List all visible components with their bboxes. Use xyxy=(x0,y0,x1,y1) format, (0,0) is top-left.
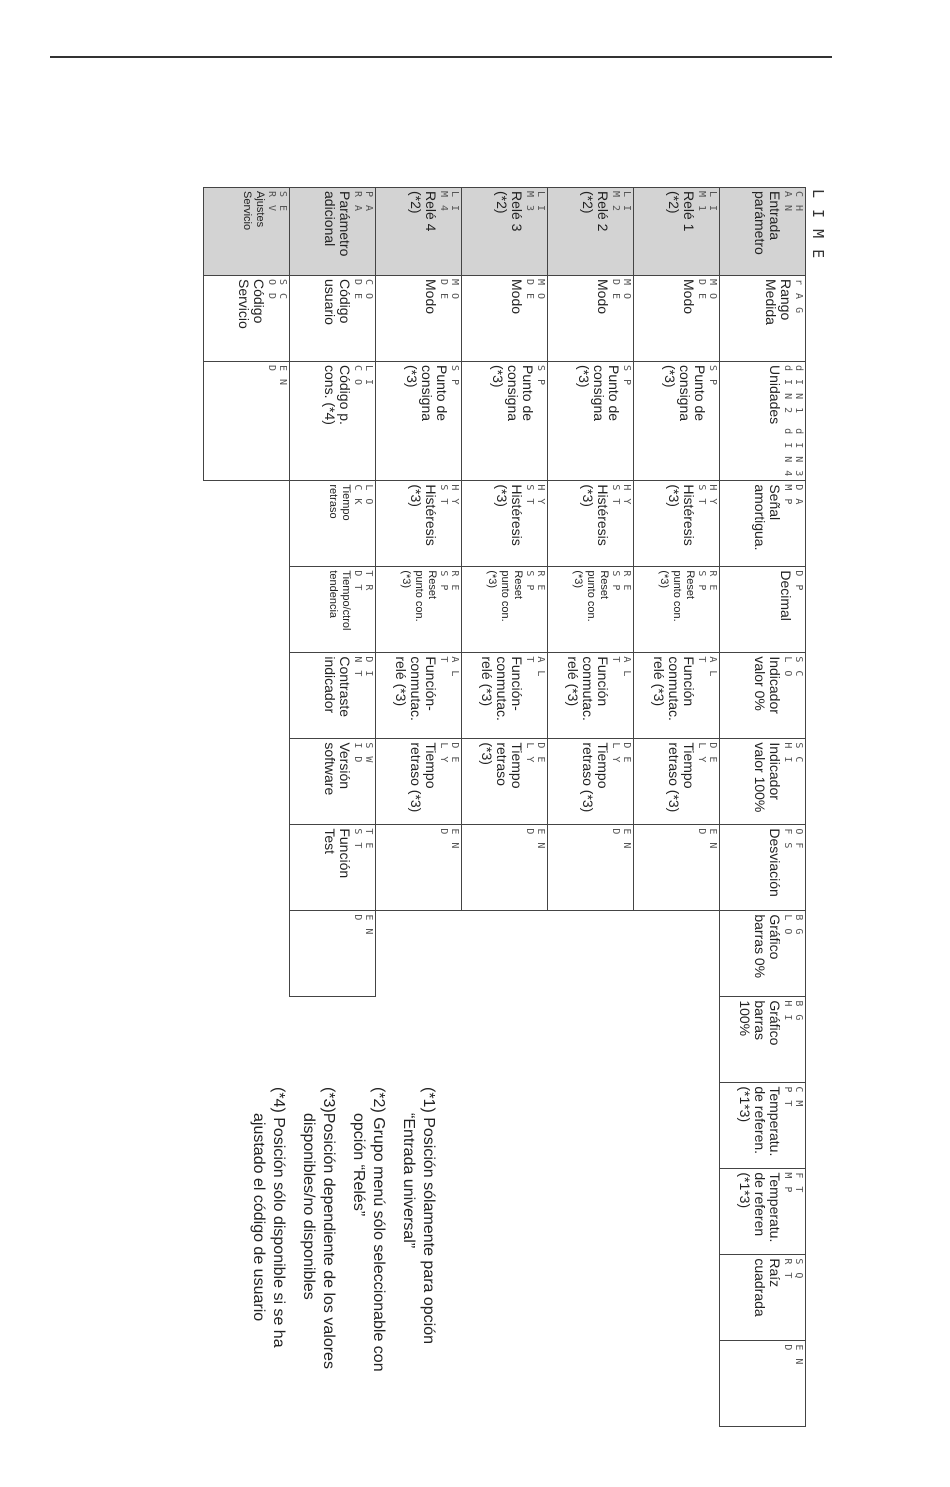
blank-cell xyxy=(548,1083,634,1169)
group-title: L I M E xyxy=(809,189,827,260)
segment-code: H Y S T xyxy=(438,484,460,506)
menu-item xyxy=(462,276,548,362)
segment-code: R E S P xyxy=(696,570,718,592)
blank-cell xyxy=(204,997,290,1083)
footnote: (*2) Grupo menú sólo seleccionable con opción “Relés” xyxy=(350,1087,387,1372)
blank-cell xyxy=(204,567,290,653)
menu-row xyxy=(720,188,806,1427)
blank-cell xyxy=(634,1083,720,1169)
menu-item xyxy=(720,362,806,481)
menu-item xyxy=(720,567,806,653)
segment-code: D E L Y xyxy=(610,742,632,764)
item-label: Código Servicio xyxy=(236,279,267,329)
blank-cell xyxy=(376,997,462,1083)
segment-code: M O D E xyxy=(524,279,546,301)
segment-code: L I M 1 xyxy=(696,191,718,213)
item-label: Versión software xyxy=(322,742,353,796)
segment-code: E N D xyxy=(524,828,546,850)
segment-code: D I N T xyxy=(352,656,374,678)
footnote: (*1) Posición sólamente para opción “Entrada universal” xyxy=(400,1087,437,1345)
blank-cell xyxy=(290,997,376,1083)
menu-item xyxy=(376,653,462,739)
segment-code: R E S P xyxy=(610,570,632,592)
segment-code: S P xyxy=(707,365,718,387)
item-label: Tiempo retraso xyxy=(327,484,352,521)
item-label: Entrada parámetro xyxy=(752,191,783,255)
menu-group-header xyxy=(204,188,290,276)
item-label: Tiempo retraso (*3) xyxy=(479,742,525,789)
menu-item xyxy=(462,567,548,653)
item-label: Función- conmutac. relé (*3) xyxy=(479,656,525,721)
segment-code: D E L Y xyxy=(524,742,546,764)
blank-cell xyxy=(462,1341,548,1427)
menu-item xyxy=(548,567,634,653)
item-label: Temperatu. de referen. (*1*3) xyxy=(737,1086,783,1157)
segment-code: E N D xyxy=(438,828,460,850)
blank-cell xyxy=(462,911,548,997)
item-label: Histéresis (*3) xyxy=(494,484,525,546)
blank-cell xyxy=(204,825,290,911)
menu-item xyxy=(290,276,376,362)
menu-item xyxy=(376,276,462,362)
menu-item xyxy=(548,362,634,481)
segment-code: R E S P xyxy=(438,570,460,592)
segment-code: M O D E xyxy=(610,279,632,301)
segment-code: S P xyxy=(535,365,546,387)
menu-item xyxy=(376,825,462,911)
segment-code: S C H I xyxy=(782,742,804,764)
blank-cell xyxy=(634,1255,720,1341)
item-label: Señal amortigua. xyxy=(752,484,783,551)
item-label: Histéresis (*3) xyxy=(408,484,439,546)
segment-code: M O D E xyxy=(696,279,718,301)
item-label: Relé 4 (*2) xyxy=(408,191,439,232)
menu-item xyxy=(462,739,548,825)
menu-item xyxy=(462,481,548,567)
item-label: Temperatu. de referen (*1*3) xyxy=(737,1172,783,1243)
blank-cell xyxy=(634,997,720,1083)
blank-cell xyxy=(204,911,290,997)
menu-item xyxy=(720,1083,806,1169)
blank-cell xyxy=(204,653,290,739)
menu-item xyxy=(548,276,634,362)
blank-cell xyxy=(462,1083,548,1169)
segment-code: S P xyxy=(449,365,460,387)
menu-item xyxy=(720,276,806,362)
segment-code: R E S P xyxy=(524,570,546,592)
segment-code: D E L Y xyxy=(438,742,460,764)
item-label: Contraste indicador xyxy=(322,656,353,718)
item-label: Rango Medida xyxy=(763,279,794,325)
item-label: Indicador valor 0% xyxy=(752,656,783,714)
segment-code: d I N 1 d I N 3 d I N 2 d I N 4 xyxy=(782,365,804,478)
blank-cell xyxy=(462,1255,548,1341)
menu-row xyxy=(548,188,634,1427)
item-label: Punto de consigna (*3) xyxy=(404,365,450,422)
segment-code: S E R V xyxy=(266,191,288,213)
segment-code: M O D E xyxy=(438,279,460,301)
menu-item xyxy=(548,739,634,825)
item-label: Código usuario xyxy=(322,279,353,325)
item-label: Reset punto con. (*3) xyxy=(486,570,524,622)
segment-code: T E S T xyxy=(352,828,374,850)
segment-code: P A R A xyxy=(352,191,374,213)
segment-code: H Y S T xyxy=(524,484,546,506)
menu-item xyxy=(634,362,720,481)
segment-code: F T M P xyxy=(782,1172,804,1194)
menu-group-header xyxy=(290,188,376,276)
item-label: Función Test xyxy=(322,828,353,879)
item-label: Histéresis (*3) xyxy=(666,484,697,546)
segment-code: D P xyxy=(793,570,804,592)
menu-item xyxy=(204,362,290,481)
blank-cell xyxy=(204,739,290,825)
blank-cell xyxy=(462,1169,548,1255)
menu-item xyxy=(290,567,376,653)
blank-cell xyxy=(634,1341,720,1427)
item-label: Función conmutac. relé (*3) xyxy=(651,656,697,721)
item-label: Modo xyxy=(681,279,697,315)
item-label: Histéresis (*3) xyxy=(580,484,611,546)
top-rule xyxy=(50,56,832,58)
segment-code: H Y S T xyxy=(696,484,718,506)
segment-code: C M P T xyxy=(782,1086,804,1108)
item-label: Relé 2 (*2) xyxy=(580,191,611,232)
segment-code: A L T xyxy=(524,656,546,678)
segment-code: B G L O xyxy=(782,914,804,936)
segment-code: A L T xyxy=(438,656,460,678)
item-label: Tiempo/ctrol tendencia xyxy=(327,570,352,631)
menu-row xyxy=(634,188,720,1427)
menu-item xyxy=(720,739,806,825)
menu-item xyxy=(290,362,376,481)
segment-code: T R D T xyxy=(352,570,374,592)
item-label: Raíz cuadrada xyxy=(752,1258,783,1317)
segment-code: r A G xyxy=(793,279,804,315)
menu-item xyxy=(548,825,634,911)
segment-code: L I M 2 xyxy=(610,191,632,213)
menu-item xyxy=(634,567,720,653)
segment-code: L I M 3 xyxy=(524,191,546,213)
footnote: (*4) Posición sólo disponible si se ha ajustado el código de usuario xyxy=(250,1087,287,1348)
item-label: Indicador valor 100% xyxy=(752,742,783,813)
item-label: Modo xyxy=(423,279,439,315)
segment-code: S C L O xyxy=(782,656,804,678)
item-label: Ajustes Servicio xyxy=(241,191,266,231)
item-label: Función- conmutac. relé (*3) xyxy=(393,656,439,721)
item-label: Modo xyxy=(509,279,525,315)
menu-item xyxy=(548,481,634,567)
item-label: Tiempo retraso (*3) xyxy=(408,742,439,813)
segment-code: A L T xyxy=(610,656,632,678)
footnotes xyxy=(238,1087,438,1477)
menu-item xyxy=(720,825,806,911)
item-label: Desviación xyxy=(767,828,783,897)
segment-code: S Q R T xyxy=(782,1258,804,1280)
item-label: Función conmutac. relé (*3) xyxy=(565,656,611,721)
menu-item xyxy=(634,276,720,362)
menu-group-header xyxy=(462,188,548,276)
menu-item xyxy=(376,567,462,653)
menu-item xyxy=(720,1169,806,1255)
segment-code: E N D xyxy=(266,365,288,387)
menu-item xyxy=(290,911,376,997)
segment-code: S W I D xyxy=(352,742,374,764)
item-label: Punto de consigna (*3) xyxy=(490,365,536,422)
menu-group-header xyxy=(634,188,720,276)
segment-code: C O D E xyxy=(352,279,374,301)
item-label: Reset punto con. (*3) xyxy=(400,570,438,622)
menu-item xyxy=(290,481,376,567)
menu-item xyxy=(720,997,806,1083)
menu-item xyxy=(634,825,720,911)
menu-item xyxy=(720,653,806,739)
menu-item xyxy=(376,739,462,825)
menu-item xyxy=(290,825,376,911)
item-label: Relé 3 (*2) xyxy=(494,191,525,232)
menu-item xyxy=(548,653,634,739)
item-label: Punto de consigna (*3) xyxy=(576,365,622,422)
item-label: Decimal xyxy=(778,570,794,621)
item-label: Unidades xyxy=(767,365,783,425)
menu-item xyxy=(376,481,462,567)
blank-cell xyxy=(548,1169,634,1255)
segment-code: D A M P xyxy=(782,484,804,506)
segment-code: D E L Y xyxy=(696,742,718,764)
blank-cell xyxy=(548,1255,634,1341)
segment-code: B G H I xyxy=(782,1000,804,1022)
menu-item xyxy=(720,911,806,997)
blank-cell xyxy=(548,1341,634,1427)
segment-code: A L T xyxy=(696,656,718,678)
segment-code: L I C O xyxy=(352,365,374,387)
item-label: Punto de consigna (*3) xyxy=(662,365,708,422)
segment-code: E N D xyxy=(610,828,632,850)
item-label: Tiempo retraso (*3) xyxy=(580,742,611,813)
segment-code: E N D xyxy=(696,828,718,850)
menu-group-header xyxy=(376,188,462,276)
segment-code: C H A N xyxy=(782,191,804,213)
menu-row xyxy=(462,188,548,1427)
menu-item xyxy=(634,739,720,825)
item-label: Gráfico barras 0% xyxy=(752,914,783,979)
blank-cell xyxy=(376,911,462,997)
menu-item xyxy=(720,481,806,567)
segment-code: O F F S xyxy=(782,828,804,850)
blank-cell xyxy=(634,1169,720,1255)
menu-item xyxy=(634,481,720,567)
segment-code: E N D xyxy=(782,1344,804,1366)
menu-item xyxy=(462,653,548,739)
menu-item xyxy=(290,739,376,825)
segment-code: S C O D xyxy=(266,279,288,301)
segment-code: H Y S T xyxy=(610,484,632,506)
segment-code: S P xyxy=(621,365,632,387)
menu-item xyxy=(462,362,548,481)
item-label: Relé 1 (*2) xyxy=(666,191,697,232)
item-label: Tiempo retraso (*3) xyxy=(666,742,697,813)
menu-group-header xyxy=(720,188,806,276)
item-label: Gráfico barras 100% xyxy=(737,1000,783,1046)
menu-item xyxy=(462,825,548,911)
item-label: Reset punto con. (*3) xyxy=(658,570,696,622)
blank-cell xyxy=(204,481,290,567)
menu-item xyxy=(634,653,720,739)
menu-item xyxy=(290,653,376,739)
menu-group-header xyxy=(548,188,634,276)
segment-code: L I M 4 xyxy=(438,191,460,213)
blank-cell xyxy=(548,911,634,997)
menu-item xyxy=(376,362,462,481)
menu-item xyxy=(720,1341,806,1427)
segment-code: E N D xyxy=(352,914,374,936)
footnote: (*3)Posición dependiente de los valores disponibles/no disponibles xyxy=(300,1087,337,1369)
item-label: Parámetro adicional xyxy=(322,191,353,257)
item-label: Modo xyxy=(595,279,611,315)
blank-cell xyxy=(548,997,634,1083)
blank-cell xyxy=(462,997,548,1083)
segment-code: L O C K xyxy=(352,484,374,506)
blank-cell xyxy=(634,911,720,997)
menu-item xyxy=(720,1255,806,1341)
menu-item xyxy=(204,276,290,362)
item-label: Reset punto con. (*3) xyxy=(572,570,610,622)
item-label: Código p. cons. (*4) xyxy=(322,365,353,425)
rotated-menu-diagram xyxy=(133,187,828,1487)
